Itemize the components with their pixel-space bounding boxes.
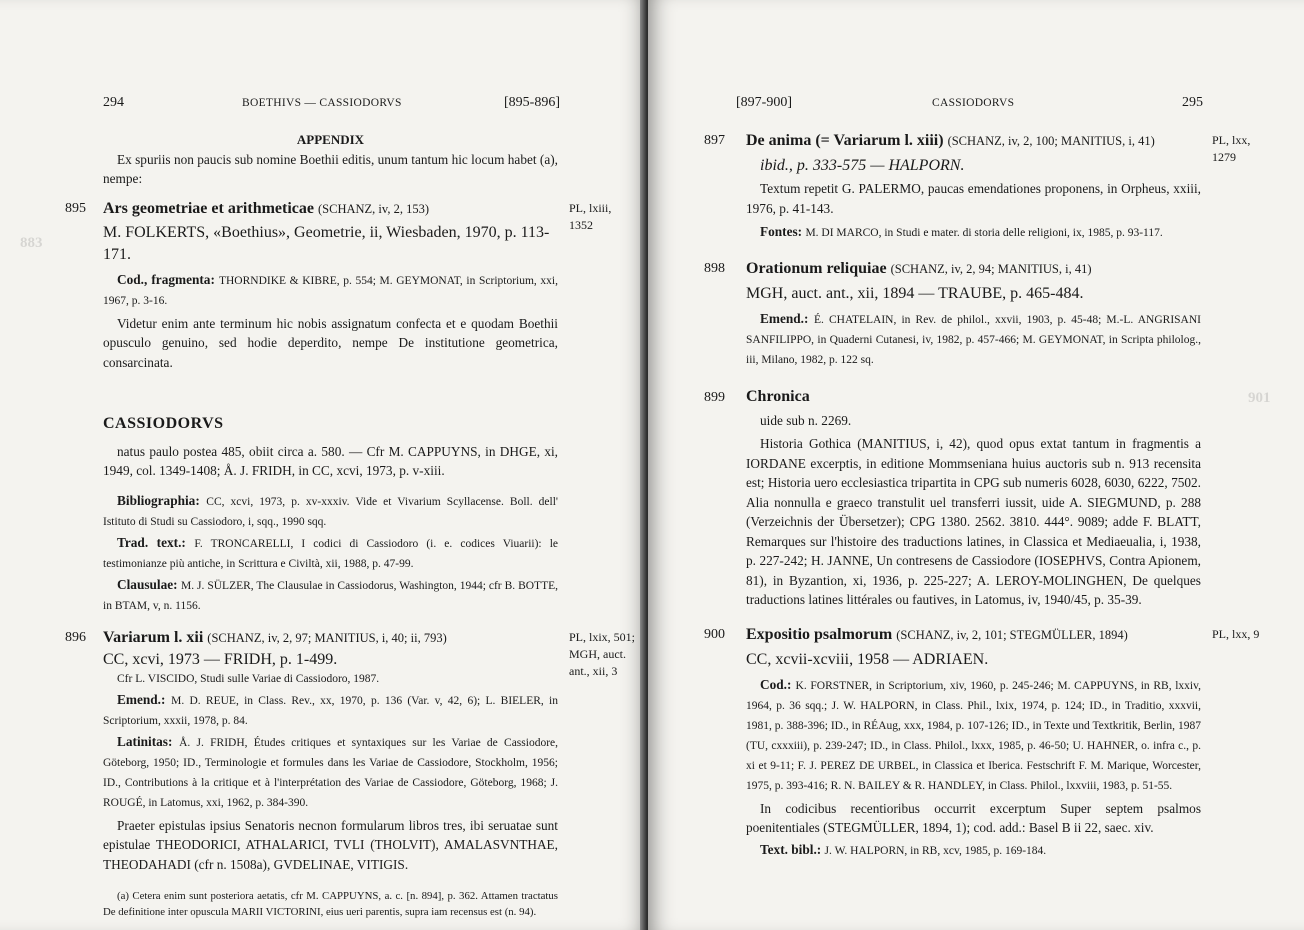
trad-text-label: Trad. text.: — [117, 534, 186, 550]
right-running-head: CASSIODORVS — [932, 97, 1015, 109]
clausulae-label: Clausulae: — [117, 576, 178, 592]
entry-897 — [704, 130, 1251, 242]
margin-reference: PL, lxx, 1279 — [1212, 133, 1251, 164]
entry-896 — [65, 627, 636, 875]
appendix-text: Ex spuriis non paucis sub nomine Boethii editis, unum tantum hic locum habet (a), nempe: — [103, 151, 558, 186]
entry-edition: CC, xcvii-xcviii, 1958 — ADRIAEN. — [746, 650, 989, 668]
entry-number: 896 — [65, 629, 86, 645]
left-page-number: 294 — [103, 95, 124, 110]
entry-reference: (SCHANZ, iv, 2, 153) — [318, 201, 429, 216]
entry-number: 897 — [704, 133, 725, 148]
entry-reference: (SCHANZ, iv, 2, 97; MANITIUS, i, 40; ii, 793) — [207, 630, 447, 645]
entry-note: Videtur enim ante terminum hic nobis assignatum confecta et e quodam Boethii opusculo genuino, sed hodie deperdito, nempe De institutione geometrica, consarcinata. — [103, 315, 558, 370]
left-running-head: BOETHIVS — CASSIODORVS — [242, 97, 402, 109]
margin-reference: PL, lxiii, 1352 — [569, 200, 612, 232]
left-page — [0, 0, 648, 930]
entry-number: 898 — [704, 261, 725, 276]
entry-codicibus: In codicibus recentioribus occurrit excerptum Super septem psalmos poenitentiales (STEGMÜLLER, 1894, 1); cod. add.: Basel B ii 22, saec. xiv. — [746, 800, 1201, 835]
entry-text: Historia Gothica (MANITIUS, i, 42), quod opus extat tantum in fragmentis a IORDANE excerptis, in editione Mommseniana huius auctoris sub n. 913 recensita est; Historia uero ecclesiastica tripartita in CPG sub numeris 6028, 6030, 6222, 7502. Alia nonnulla e graeco transtulit uel transferri iussit, uide A. SIEGMUND, p. 288 (Verzeichnis der Übersetzer); CPG 1380. 2562. 3810. 444°. 9089; adde F. BLATT, Remarques sur l'histoire des traductions latines, in Classica et Mediaeualia, i, 1938, p. 227-242; H. JANNE, Un contresens de Cassiodore (IOSEPHVS, Contra Apionem, 81), in Byzantion, xi, 1936, p. 225-227; A. LEROY-MOLINGHEN, De quelques traductions latines littérales ou fautives, in Latomus, iv, 1940/45, p. 35-39. — [746, 436, 1201, 607]
entry-title: Expositio psalmorum — [746, 625, 893, 643]
entry-praeter: Praeter epistulas ipsius Senatoris necnon formularum libros tres, ibi seruatae sunt epistulae THEODORICI, ATHALARICI, TVLI (THOLVIT), AMALASVNTHAE, THEODAHADI (cfr n. 1508a), GVDELINAE, VITIGIS. — [103, 817, 558, 872]
margin-reference: PL, lxx, 9 — [1212, 626, 1260, 641]
emend-label: Emend.: — [117, 691, 166, 707]
bleed-through-text: 883 — [20, 235, 43, 251]
entry-title: Ars geometriae et arithmeticae — [103, 199, 314, 217]
cassiodorus-intro: natus paulo postea 485, obiit circa a. 580. — Cfr M. CAPPUYNS, in DHGE, xi, 1949, col. 1349-1408; Å. J. FRIDH, in CC, xcvi, 1973, p. v-xiii. — [103, 443, 558, 478]
right-page-range: [897-900] — [736, 95, 792, 110]
footnote: (a) Cetera enim sunt posteriora aetatis, cfr M. CAPPUYNS, a. c. [n. 894], p. 362. Attamen tractatus De definitione inter opuscula MARII VICTORINI, eius ueri parentis, supra iam recensus est (n. 94). — [103, 890, 558, 918]
bibliographia-label: Bibliographia: — [117, 492, 200, 508]
entry-edition: ibid., p. 333-575 — HALPORN. — [760, 157, 965, 174]
right-page — [648, 0, 1304, 930]
entry-number: 895 — [65, 200, 86, 216]
trad-text-content: F. TRONCARELLI, I codici di Cassiodoro (i. e. codices Viuarii): le testimonianze più antiche, in Scrittura e Civiltà, xii, 1988, p. 47-99. — [103, 537, 558, 570]
section-heading: CASSIODORVS — [103, 415, 224, 432]
entry-number: 900 — [704, 626, 725, 642]
entry-reference: (SCHANZ, iv, 2, 94; MANITIUS, i, 41) — [890, 262, 1092, 276]
emend-text: M. D. REUE, in Class. Rev., xx, 1970, p. 136 (Var. v, 42, 6); L. BIELER, in Scriptorium, xxxii, 1978, p. 84. — [103, 694, 558, 727]
text-bibl-text: J. W. HALPORN, in RB, xcv, 1985, p. 169-184. — [824, 844, 1047, 857]
cod-text: THORNDIKE & KIBRE, p. 554; M. GEYMONAT, in Scriptorium, xxi, 1967, p. 3-16. — [103, 274, 558, 307]
appendix-heading: APPENDIX — [296, 132, 365, 147]
latinitas-text: Å. J. FRIDH, Études critiques et syntaxiques sur les Variae de Cassiodore, Göteborg, 1950; ID., Terminologie et formules dans les Variae de Cassiodore, Stockholm, 1956; ID., Contributions à la critique et à l'interprétation des Variae de Cassiodore, Göteborg, 1968; J. ROUGÉ, in Latomus, xxi, 1962, p. 384-390. — [103, 736, 559, 809]
left-page-range: [895-896] — [504, 95, 560, 110]
entry-cfr: Cfr L. VISCIDO, Studi sulle Variae di Cassiodoro, 1987. — [117, 672, 380, 685]
fontes-label: Fontes: — [760, 224, 803, 239]
entry-number: 899 — [704, 390, 725, 405]
text-bibl-label: Text. bibl.: — [760, 841, 822, 857]
latinitas-label: Latinitas: — [117, 733, 173, 749]
entry-edition: CC, xcvi, 1973 — FRIDH, p. 1-499. — [103, 650, 338, 668]
entry-uide: uide sub n. 2269. — [760, 412, 852, 428]
entry-title: Variarum l. xii — [103, 628, 204, 646]
right-page-number: 295 — [1182, 95, 1203, 110]
entry-reference: (SCHANZ, iv, 2, 100; MANITIUS, i, 41) — [947, 134, 1155, 148]
entry-title: De anima (= Variarum l. xiii) — [746, 132, 944, 149]
entry-898 — [704, 258, 1201, 369]
cod-label: Cod., fragmenta: — [117, 271, 215, 287]
emend-label: Emend.: — [760, 311, 809, 326]
entry-895 — [65, 198, 612, 373]
entry-edition: M. FOLKERTS, «Boethius», Geometrie, ii, Wiesbaden, 1970, p. 113-171. — [103, 223, 550, 263]
entry-edition: MGH, auct. ant., xii, 1894 — TRAUBE, p. 465-484. — [746, 285, 1084, 302]
clausulae-text: M. J. SÜLZER, The Clausulae in Cassiodorus, Washington, 1944; cfr B. BOTTE, in BTAM, v, n. 1156. — [103, 579, 558, 612]
entry-899 — [704, 387, 1201, 610]
fontes-text: M. DI MARCO, in Studi e mater. di storia delle religioni, ix, 1985, p. 93-117. — [805, 227, 1163, 239]
cod-label: Cod.: — [760, 676, 792, 692]
bibliographia-text: CC, xcvi, 1973, p. xv-xxxiv. Vide et Vivarium Scyllacense. Boll. dell' Istituto di Studi su Cassiodoro, i, sqq., 1990 sqq. — [103, 495, 558, 528]
left-column — [65, 130, 636, 920]
entry-900 — [704, 624, 1260, 860]
entry-title: Chronica — [746, 388, 810, 405]
emend-text: É. CHATELAIN, in Rev. de philol., xxvii, 1903, p. 45-48; M.-L. ANGRISANI SANFILIPPO, in Quaderni Cutanesi, iv, 1982, p. 457-466; M. GEYMONAT, in Scripta philolog., iii, Milano, 1982, p. 122 sq. — [746, 314, 1201, 366]
entry-title: Orationum reliquiae — [746, 260, 887, 277]
entry-textum: Textum repetit G. PALERMO, paucas emendationes proponens, in Orpheus, xxiii, 1976, p. 41-143. — [746, 181, 1201, 216]
margin-reference: PL, lxix, 501; MGH, auct. ant., xii, 3 — [569, 629, 636, 678]
bleed-through-text: 901 — [1248, 390, 1271, 406]
entry-reference: (SCHANZ, iv, 2, 101; STEGMÜLLER, 1894) — [896, 627, 1128, 642]
cod-text: K. FORSTNER, in Scriptorium, xiv, 1960, p. 245-246; M. CAPPUYNS, in RB, lxxiv, 1964, p. 36 sqq.; J. W. HALPORN, in Class. Phil., lxix, 1974, p. 124; ID., in Traditio, xxxvii, 1981, p. 388-396; ID., in RÉAug, xxx, 1984, p. 107-126; ID., in Texte und Textkritik, Berlin, 1987 (TU, cxxxiii), p. 239-247; ID., in Class. Philol., lxxx, 1985, p. 46-50; U. HAHNER, o. infra c., p. xi et 9-11; F. J. PEREZ DE URBEL, in Classica et Ibericа. Festschrift F. M. Marique, Worcester, 1975, p. 393-416; R. N. BAILEY & R. HANDLEY, in Class. Philol., lxxviii, 1983, p. 51-55. — [746, 679, 1202, 792]
